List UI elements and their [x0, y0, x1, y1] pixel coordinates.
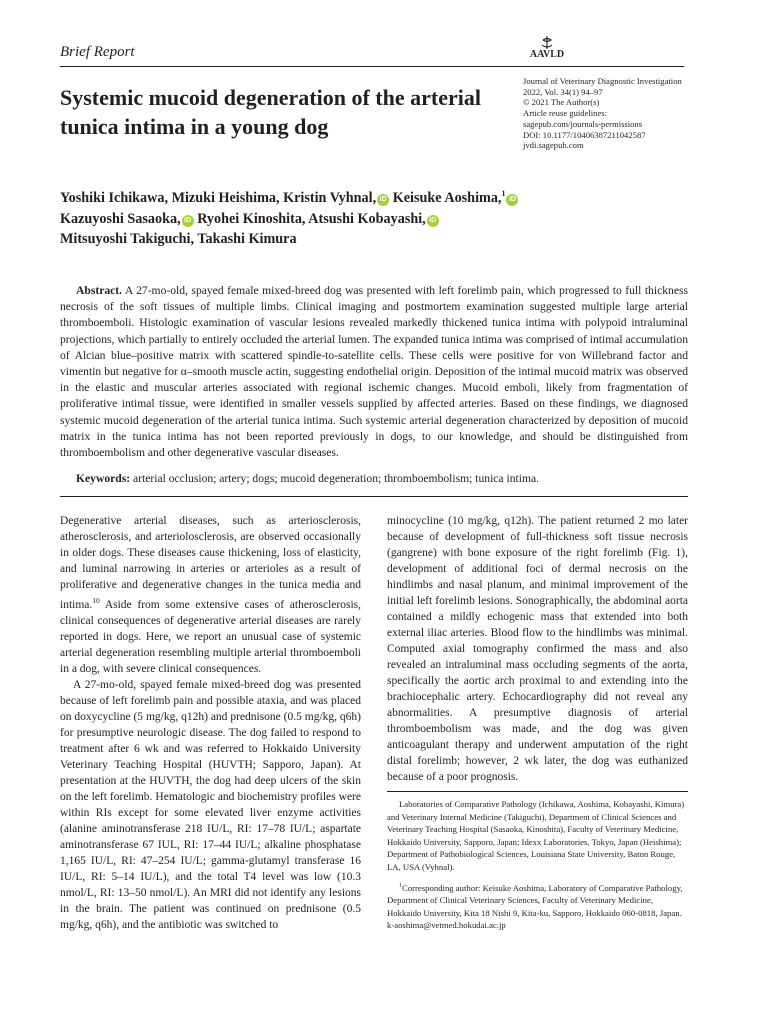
keywords-text: arterial occlusion; artery; dogs; mucoid degeneration; thromboembolism; tunica intima. [130, 472, 540, 485]
author-line-1 [60, 184, 680, 209]
authors-text: Yoshiki Ichikawa, Mizuki Heishima, Kristin Vyhnal, [60, 190, 377, 206]
affiliation-marker: 1 [501, 189, 506, 198]
keywords [60, 471, 688, 487]
journal-site[interactable]: jvdi.sagepub.com [523, 140, 584, 151]
journal-reuse-url[interactable]: sagepub.com/journals-permissions [523, 118, 643, 129]
body-paragraph [60, 513, 361, 677]
paragraph-text: Degenerative arterial diseases, such as arteriosclerosis, atherosclerosis, and arteriolosclerosis, are observed occasionally in older dogs. These diseases cause thickening, loss of elasticity, and luminal narrowing in arteries or arterioles as a result of proliferative and degenerative changes in the tunica media and intima. [60, 515, 361, 611]
orcid-icon[interactable]: iD [427, 215, 439, 227]
body-column-left [60, 513, 361, 933]
body-paragraph: A 27-mo-old, spayed female mixed-breed dog was presented because of left forelimb pain and possible ataxia, and was placed on doxycycline (5 mg/kg, q12h) and prednisone (0.5 mg/kg, q6h) for presumptive neurologic disease. The dog failed to respond to treatment after 6 wk and was referred to Hokkaido University Veterinary Teaching Hospital (HUVTH; Sapporo, Japan). At presentation at the HUVTH, the dog had deep ulcers of the skin on the left forelimb. Hematologic and biochemistry profiles were within RIs except for some elevated liver enzyme activities (alanine aminotransferase 218 IU/L, RI: 17–78 IU/L; aspartate aminotransferase 67 IUL, RI: 17–44 IU/L; alkaline phosphatase 1,165 IU/L, RI: 47–254 IU/L; gamma-glutamyl transferase 16 IU/L, RI: 5–14 IU/L), and the total T4 level was low (10.3 nmol/L, RI: 13–50 nmol/L). An MRI did not identify any lesions in the brain. The patient was continued on prednisone (0.5 mg/kg, q6h), and the antibiotic was switched to [60, 679, 361, 931]
section-label: Brief Report [60, 44, 135, 60]
abstract-label: Abstract. [76, 284, 123, 297]
body-column-right [387, 513, 688, 785]
paragraph-text: Aside from some extensive cases of atherosclerosis, clinical consequences of degenerative arterial diseases are rarely reported in dogs. Here, we report an unusual case of systemic arterial degeneration resembling multiple arterial thromboemboli in a dog, with severe clinical consequences. [60, 599, 361, 675]
footnote-marker: 1 [399, 882, 402, 889]
author-line-3: Mitsuyoshi Takiguchi, Takashi Kimura [60, 231, 297, 247]
journal-volume: 2022, Vol. 34(1) 94–97 [523, 86, 603, 97]
article-title: Systemic mucoid degeneration of the arterial tunica intima in a young dog [60, 85, 481, 139]
aavld-logo [522, 34, 572, 62]
footnote-rule [387, 791, 688, 792]
author-line-2 [60, 209, 680, 230]
author-list [60, 184, 680, 250]
abstract [60, 283, 688, 461]
journal-copyright: © 2021 The Author(s) [523, 97, 600, 108]
orcid-icon[interactable]: iD [506, 194, 518, 206]
logo-text: AAVLD [529, 49, 565, 60]
abstract-rule [60, 496, 688, 497]
journal-doi[interactable]: DOI: 10.1177/10406387211042587 [523, 129, 646, 140]
journal-info [523, 76, 698, 151]
citation-link[interactable]: 10 [92, 596, 100, 605]
body-paragraph: minocycline (10 mg/kg, q12h). The patient returned 2 mo later because of development of full-thickness soft tissue necrosis (gangrene) with bone exposure of the right forelimb (Fig. 1), development of additional foci of dermal necrosis on the hindlimbs and nasal planum, and minimal improvement of the initial left forelimb lesions. Sonographically, the abdominal aorta contained a mildly echogenic mass that extended into both external iliac arteries. Blood flow to the hindlimbs was minimal. Computed axial tomography confirmed the mass and also revealed an intraluminal mass occluding segments of the aorta, specifically the aortic arch proximal to and extending into the brachiocephalic artery. Echocardiography did not reveal any abnormalities. A presumptive diagnosis of arterial thromboembolism was made, and the dog was given anticoagulant therapy and underwent amputation of the right distal forelimb; however, 2 wk later, the dog was euthanized because of a poor prognosis. [387, 515, 688, 783]
corresponding-text: Corresponding author: Keisuke Aoshima, Laboratory of Comparative Pathology, Department of Clinical Veterinary Sciences, Faculty of Veterinary Medicine, Hokkaido University, Kita 18 Nishi 9, Kita-ku, Sapporo, Hokkaido 060-0818, Japan. k-aoshima@vetmed.hokudai.ac.jp [387, 882, 683, 931]
keywords-label: Keywords: [76, 472, 131, 485]
authors-text: Kazuyoshi Sasaoka, [60, 210, 181, 227]
corresponding-footnote [387, 880, 688, 932]
orcid-icon[interactable]: iD [377, 194, 389, 206]
affiliations-footnote: Laboratories of Comparative Pathology (Ichikawa, Aoshima, Kobayashi, Kimura) and Veterinary Internal Medicine (Takiguchi), Department of Clinical Sciences and Veterinary Teaching Hospital (Sasaoka, Kinoshita), Faculty of Veterinary Medicine, Hokkaido University, Sapporo, Japan; Idexx Laboratories, Tokyo, Japan (Heishima); Department of Pathobiological Sciences, Louisiana State University, Baton Rouge, LA, USA (Vyhnal). [387, 799, 685, 872]
footnotes [387, 798, 688, 932]
header-rule [60, 66, 684, 67]
authors-text: Keisuke Aoshima, [389, 190, 502, 206]
orcid-icon[interactable]: iD [182, 215, 194, 227]
abstract-text: A 27-mo-old, spayed female mixed-breed dog was presented with left forelimb pain, which progressed to full thickness necrosis of the soft tissues of multiple limbs. Clinical imaging and postmortem examination suggested multiple large arterial thromboemboli. Histologic examination of vascular lesions revealed markedly thickened tunica intima with polypoid intraluminal projections, which partially to entirely occluded the arterial lumen. The expanded tunica intima was comprised of intimal accumulation of Alcian blue–positive matrix with scattered spindle-to-satellite cells. These cells were positive for von Willebrand factor and vimentin but negative for α–smooth muscle actin, suggesting endothelial origin. Deposition of the intimal mucoid matrix was observed in the elastic and muscular arteries associated with regional ischemic changes. Mucoid emboli, likely from fragmentation of proliferative intimal tissue, were identified in smaller vessels supplied by affected arteries. Based on these findings, we diagnosed systemic mucoid degeneration of the arterial tunica intima. Such systemic arterial degeneration characterized by deposition of mucoid matrix in the tunica intima has not been reported previously in dogs, to our knowledge, and should be distinguished from thromboembolism and other degenerative vascular diseases. [60, 284, 688, 460]
journal-reuse: Article reuse guidelines: [523, 108, 607, 119]
authors-text: Ryohei Kinoshita, Atsushi Kobayashi, [193, 210, 426, 227]
journal-name: Journal of Veterinary Diagnostic Investigation [523, 76, 682, 86]
